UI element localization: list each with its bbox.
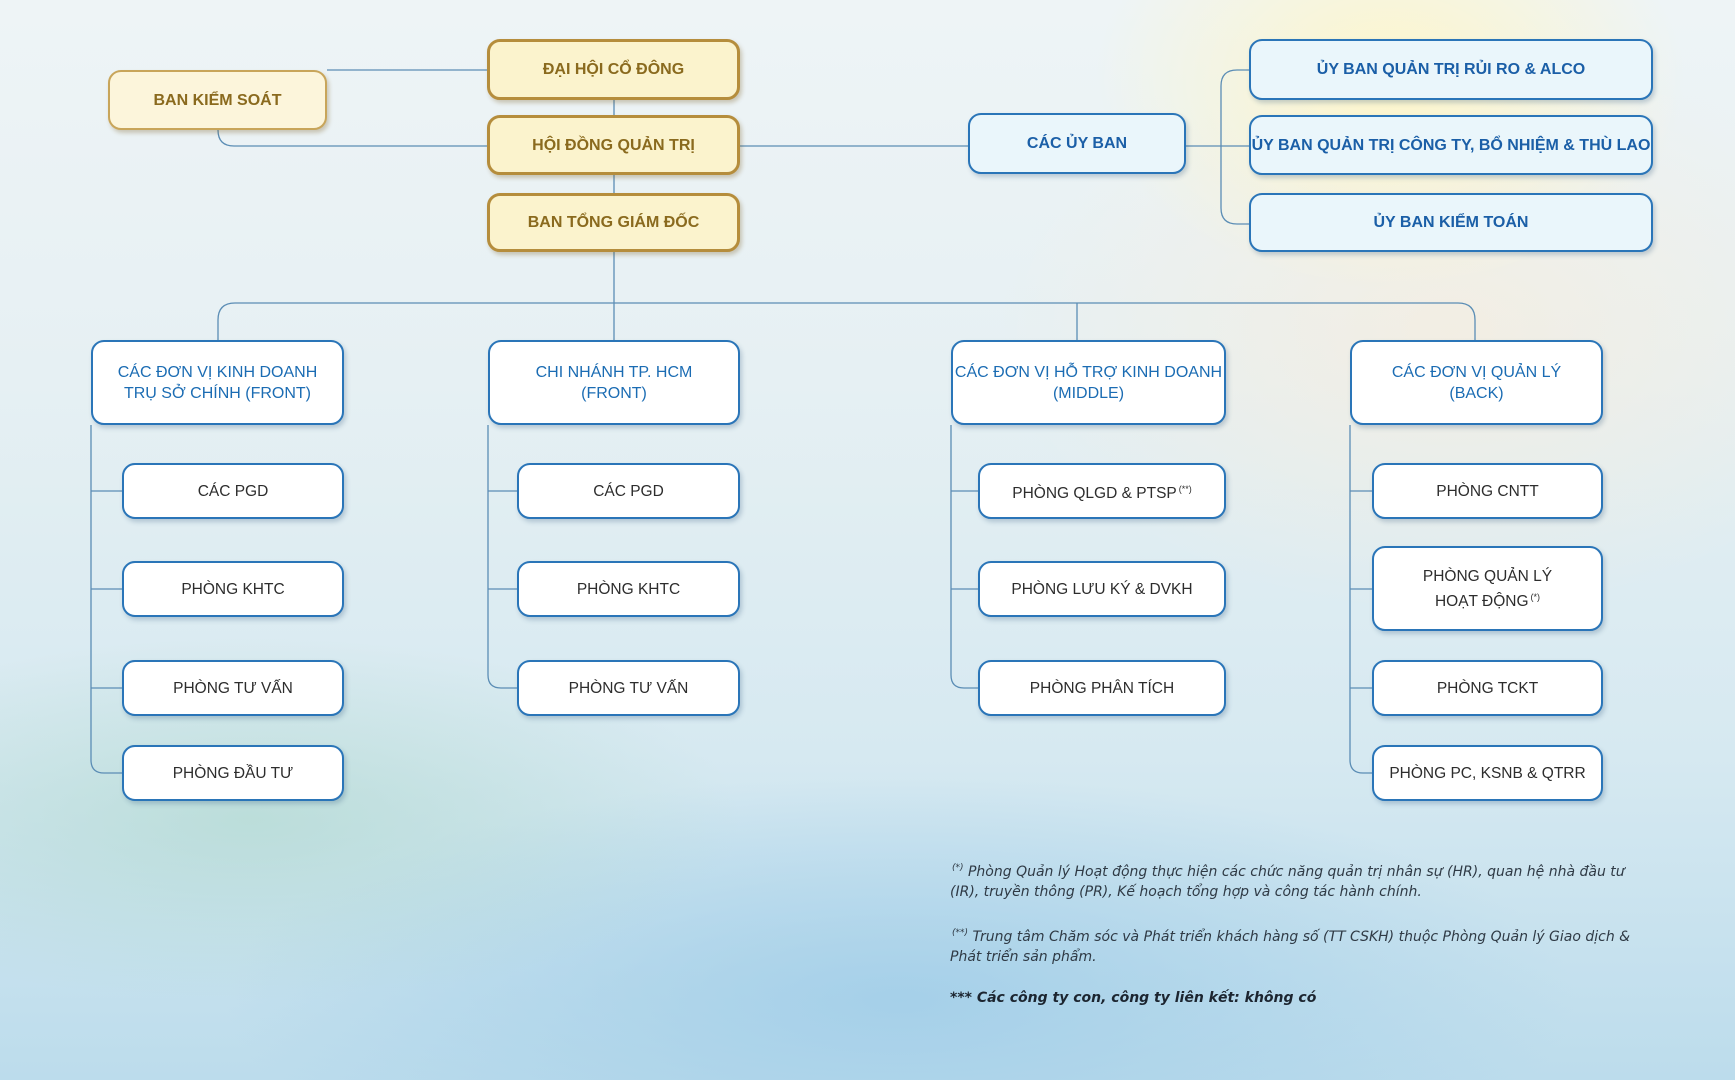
unit-label: CÁC PGD <box>197 482 269 500</box>
unit-label: PHÒNG TCKT <box>1436 679 1539 697</box>
footnote-mark: (*) <box>1530 591 1541 602</box>
column-title-line: CÁC ĐƠN VỊ HỖ TRỢ KINH DOANH <box>954 363 1223 381</box>
unit-label: PHÒNG KHTC <box>576 580 681 598</box>
unit-box <box>978 660 1226 716</box>
board-of-directors-label: HỘI ĐỒNG QUẢN TRỊ <box>532 136 695 154</box>
footnote-3: *** Các công ty con, công ty liên kết: không có <box>950 990 1317 1006</box>
audit-committee-box <box>1249 193 1653 252</box>
unit-box <box>1372 745 1603 801</box>
committees-hub-box <box>968 113 1186 174</box>
unit-box <box>517 660 740 716</box>
unit-label: PHÒNG CNTT <box>1436 482 1539 500</box>
supervisory-board-box <box>108 70 327 130</box>
unit-label: PHÒNG TƯ VẤN <box>568 679 689 697</box>
column-title-line: CÁC ĐƠN VỊ KINH DOANH <box>117 363 318 381</box>
footnote-mark: (*) <box>952 863 964 873</box>
column-title-line: CÁC ĐƠN VỊ QUẢN LÝ <box>1391 363 1562 381</box>
unit-label: CÁC PGD <box>593 482 664 500</box>
footnote-2-text: Trung tâm Chăm sóc và Phát triển khách hàng số (TT CSKH) thuộc Phòng Quản lý Giao dịch & Phát triển sản phẩm. <box>950 929 1631 965</box>
board-of-directors-box <box>487 115 740 175</box>
unit-box <box>978 463 1226 519</box>
unit-box <box>122 463 344 519</box>
committees-hub-label: CÁC ỦY BAN <box>1026 135 1128 152</box>
unit-label: PHÒNG KHTC <box>181 580 285 598</box>
unit-box <box>517 561 740 617</box>
column-title-line: TRỤ SỞ CHÍNH (FRONT) <box>123 384 311 402</box>
general-meeting-label: ĐẠI HỘI CỔ ĐÔNG <box>542 61 685 78</box>
risk-alco-committee-box <box>1249 39 1653 100</box>
executive-board-box <box>487 193 740 252</box>
column-title-line: (FRONT) <box>581 384 647 402</box>
hcm-branch-header <box>488 340 740 425</box>
governance-nomination-committee-box <box>1249 115 1653 175</box>
unit-label-line2-text: HOẠT ĐỘNG <box>1434 592 1529 610</box>
middle-support-units-header <box>951 340 1226 425</box>
unit-label: PHÒNG PHÂN TÍCH <box>1029 679 1175 697</box>
footnote-2 <box>950 923 1655 967</box>
governance-nomination-committee-label: ỦY BAN QUẢN TRỊ CÔNG TY, BỔ NHIỆM & THÙ LAO <box>1251 136 1651 154</box>
unit-box <box>1372 660 1603 716</box>
unit-label: PHÒNG QLGD & PTSP <box>1012 484 1177 502</box>
footnote-mark: (**) <box>1178 483 1192 494</box>
unit-label: PHÒNG PC, KSNB & QTRR <box>1389 764 1586 782</box>
supervisory-board-label: BAN KIỂM SOÁT <box>153 91 282 109</box>
back-management-units-header <box>1350 340 1603 425</box>
unit-box <box>122 561 344 617</box>
unit-label: PHÒNG TƯ VẤN <box>173 679 293 697</box>
front-business-units-header <box>91 340 344 425</box>
unit-label: PHÒNG QUẢN LÝ <box>1422 567 1553 585</box>
footnote-1 <box>950 858 1655 902</box>
unit-label: PHÒNG LƯU KÝ & DVKH <box>1011 580 1193 598</box>
column-title-line: (BACK) <box>1449 384 1504 402</box>
column-title-line: CHI NHÁNH TP. HCM <box>535 363 693 381</box>
unit-box <box>122 660 344 716</box>
audit-committee-label: ỦY BAN KIỂM TOÁN <box>1373 214 1529 231</box>
unit-box <box>122 745 344 801</box>
unit-box <box>517 463 740 519</box>
unit-box <box>1372 546 1603 631</box>
unit-label-line2 <box>1423 587 1552 612</box>
general-meeting-box <box>487 39 740 100</box>
unit-box <box>1372 463 1603 519</box>
footnotes <box>950 858 1655 1029</box>
executive-board-label: BAN TỔNG GIÁM ĐỐC <box>527 214 700 231</box>
unit-box <box>978 561 1226 617</box>
unit-label: PHÒNG ĐẦU TƯ <box>172 764 294 782</box>
risk-alco-committee-label: ỦY BAN QUẢN TRỊ RỦI RO & ALCO <box>1316 61 1586 78</box>
footnote-1-text: Phòng Quản lý Hoạt động thực hiện các chức năng quản trị nhân sự (HR), quan hệ nhà đầu tư (IR), truyền thông (PR), Kế hoạch tổng hợp và công tác hành chính. <box>950 864 1625 900</box>
footnote-mark: (**) <box>952 928 969 938</box>
column-title-line: (MIDDLE) <box>1052 384 1125 402</box>
